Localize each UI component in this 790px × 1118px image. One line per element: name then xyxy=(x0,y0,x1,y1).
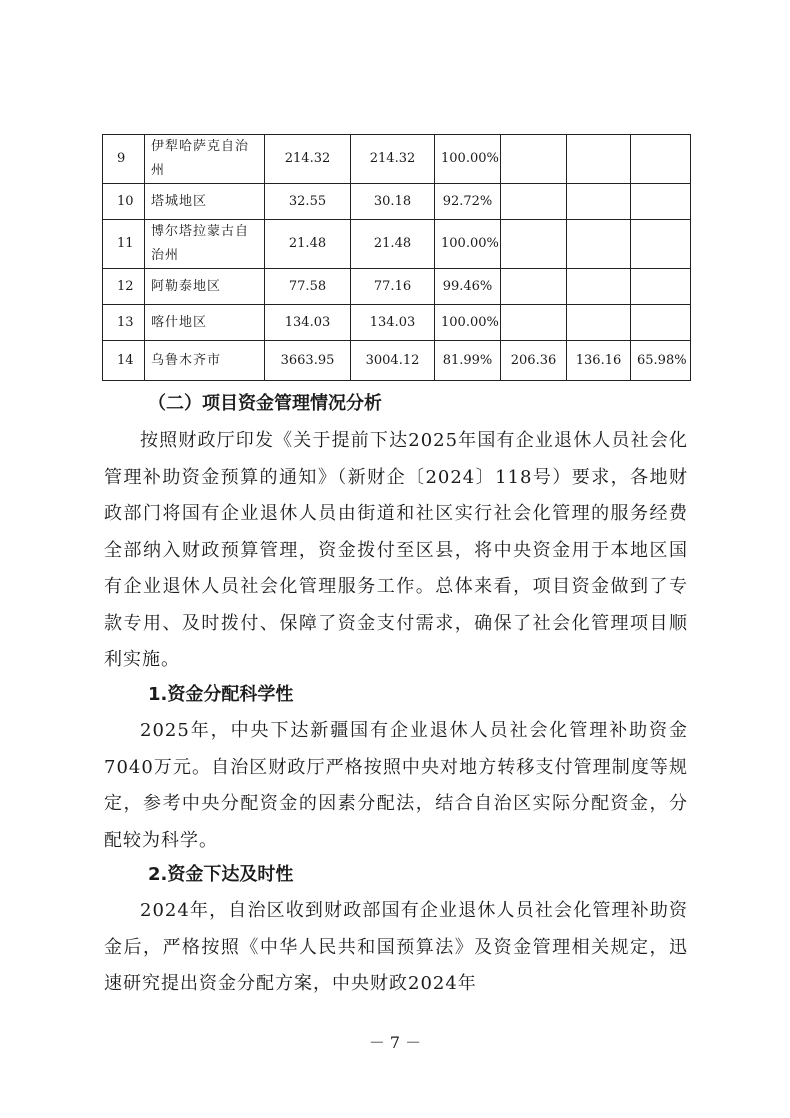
value-cell: 30.18 xyxy=(351,184,435,220)
row-index-cell: 9 xyxy=(103,135,145,184)
value-cell: 92.72% xyxy=(435,184,501,220)
row-index-cell: 11 xyxy=(103,220,145,269)
value-cell xyxy=(501,269,567,305)
region-cell: 塔城地区 xyxy=(145,184,265,220)
table-row xyxy=(103,341,691,381)
value-cell xyxy=(631,184,691,220)
value-cell: 134.03 xyxy=(351,305,435,341)
value-cell: 214.32 xyxy=(265,135,351,184)
region-cell: 伊犁哈萨克自治州 xyxy=(145,135,265,184)
value-cell: 65.98% xyxy=(631,341,691,381)
value-cell: 100.00% xyxy=(435,305,501,341)
paragraph-fund-management: 按照财政厅印发《关于提前下达2025年国有企业退休人员社会化管理补助资金预算的通知》（新财企〔2024〕118号）要求，各地财政部门将国有企业退休人员由街道和社区实行社会化管理的服务经费全部纳入财政预算管理，资金拨付至区县，将中央资金用于本地区国有企业退休人员社会化管理服务工作。总体来看，项目资金做到了专款专用、及时拨付、保障了资金支付需求，确保了社会化管理项目顺利实施。 xyxy=(104,430,688,670)
value-cell: 99.46% xyxy=(435,269,501,305)
value-cell: 21.48 xyxy=(351,220,435,269)
value-cell xyxy=(567,135,631,184)
value-cell: 100.00% xyxy=(435,135,501,184)
region-cell: 阿勒泰地区 xyxy=(145,269,265,305)
value-cell: 3663.95 xyxy=(265,341,351,381)
region-cell: 博尔塔拉蒙古自治州 xyxy=(145,220,265,269)
value-cell xyxy=(567,269,631,305)
row-index-cell: 12 xyxy=(103,269,145,305)
value-cell: 136.16 xyxy=(567,341,631,381)
value-cell xyxy=(567,220,631,269)
value-cell: 206.36 xyxy=(501,341,567,381)
value-cell: 214.32 xyxy=(351,135,435,184)
value-cell: 77.16 xyxy=(351,269,435,305)
region-cell: 乌鲁木齐市 xyxy=(145,341,265,381)
region-cell: 喀什地区 xyxy=(145,305,265,341)
table-row xyxy=(103,305,691,341)
value-cell xyxy=(501,220,567,269)
value-cell xyxy=(631,220,691,269)
value-cell xyxy=(631,305,691,341)
table-row xyxy=(103,220,691,269)
value-cell: 3004.12 xyxy=(351,341,435,381)
value-cell xyxy=(567,184,631,220)
value-cell: 134.03 xyxy=(265,305,351,341)
heading-timeliness: 2.资金下达及时性 xyxy=(148,864,294,885)
heading-allocation: 1.资金分配科学性 xyxy=(148,684,294,705)
page-number: － 7 － xyxy=(368,1033,422,1052)
value-cell: 77.58 xyxy=(265,269,351,305)
value-cell: 32.55 xyxy=(265,184,351,220)
table-row xyxy=(103,135,691,184)
paragraph-allocation: 2025年，中央下达新疆国有企业退休人员社会化管理补助资金7040万元。自治区财政厅严格按照中央对地方转移支付管理制度等规定，参考中央分配资金的因素分配法，结合自治区实际分配资金，分配较为科学。 xyxy=(104,720,688,851)
allocation-table xyxy=(102,134,691,381)
row-index-cell: 13 xyxy=(103,305,145,341)
value-cell xyxy=(501,184,567,220)
value-cell: 21.48 xyxy=(265,220,351,269)
paragraph-timeliness: 2024年，自治区收到财政部国有企业退休人员社会化管理补助资金后，严格按照《中华人民共和国预算法》及资金管理相关规定，迅速研究提出资金分配方案，中央财政2024年 xyxy=(104,900,688,994)
value-cell: 81.99% xyxy=(435,341,501,381)
table-row xyxy=(103,269,691,305)
value-cell xyxy=(501,305,567,341)
table-row xyxy=(103,184,691,220)
value-cell xyxy=(501,135,567,184)
value-cell xyxy=(631,269,691,305)
section-heading: （二）项目资金管理情况分析 xyxy=(148,393,382,414)
value-cell: 100.00% xyxy=(435,220,501,269)
row-index-cell: 10 xyxy=(103,184,145,220)
value-cell xyxy=(631,135,691,184)
row-index-cell: 14 xyxy=(103,341,145,381)
value-cell xyxy=(567,305,631,341)
